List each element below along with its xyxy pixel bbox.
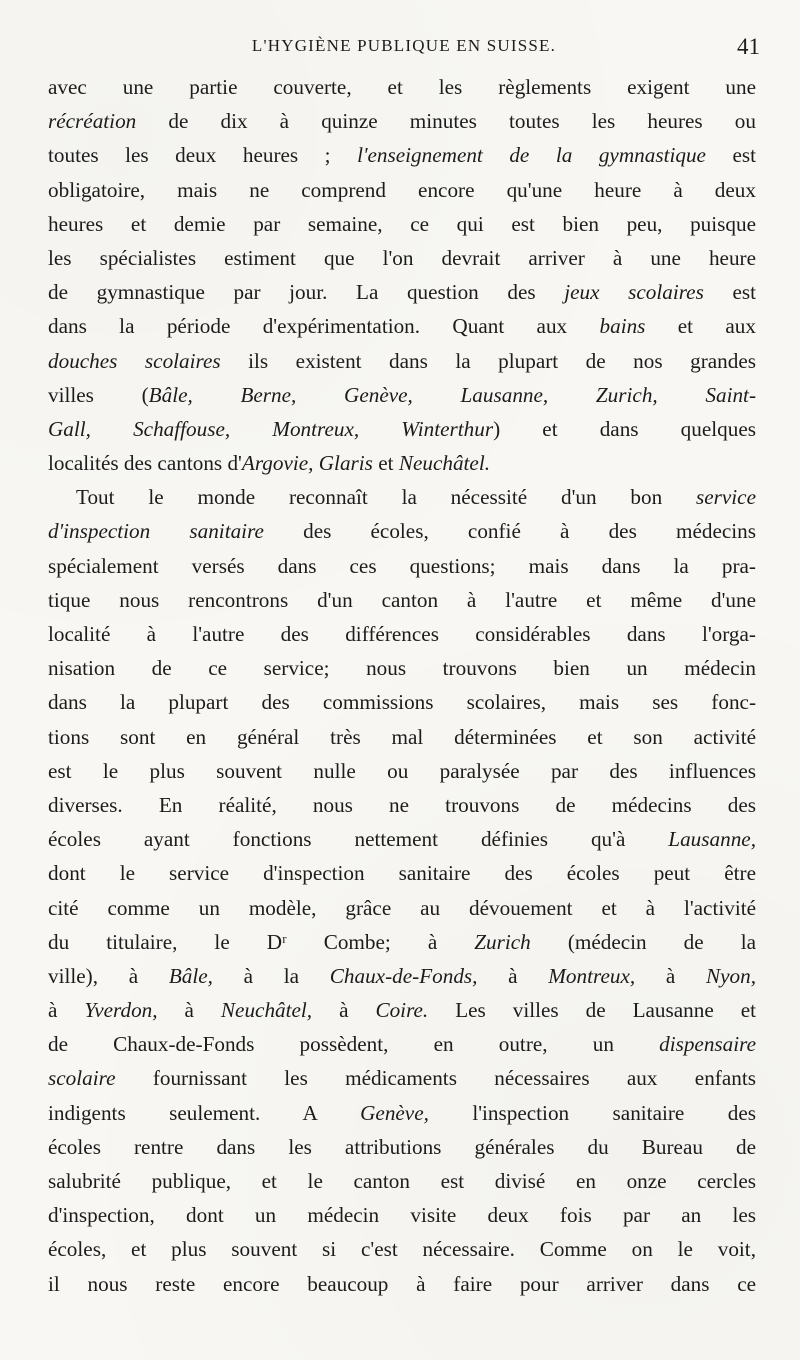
text-run: Les villes de Lausanne et [428, 998, 757, 1023]
text-run: est le plus souvent nulle ou paralysée par des influences [48, 758, 756, 783]
italic-text: scolaire [48, 1066, 116, 1091]
text-run: est [705, 143, 757, 168]
italic-text: récréation [48, 109, 137, 134]
text-line [48, 480, 756, 514]
running-head [48, 34, 760, 62]
text-run: cité comme un modèle, grâce au dévouement et à l'activité [48, 895, 756, 920]
italic-text: Yverdon, [84, 998, 158, 1023]
text-line [48, 1198, 756, 1232]
text-line [48, 1096, 756, 1130]
text-line [48, 788, 756, 822]
italic-text: Lausanne, [668, 827, 756, 852]
text-run: à [477, 963, 549, 988]
text-line [48, 720, 756, 754]
text-run: il nous reste encore beaucoup à faire pour arriver dans ce [48, 1271, 756, 1296]
text-run: d'inspection, dont un médecin visite deux fois par an les [48, 1203, 756, 1228]
text-run: obligatoire, mais ne comprend encore qu'une heure à deux [48, 177, 756, 202]
text-run: localités des cantons d' [48, 451, 242, 476]
italic-text: Nyon, [705, 963, 757, 988]
text-run: localité à l'autre des différences considérables dans l'orga- [48, 622, 756, 646]
text-line [48, 891, 756, 925]
text-line [48, 1061, 756, 1095]
text-run: ville), à [48, 963, 169, 988]
text-run: écoles rentre dans les attributions générales du Bureau de [48, 1134, 756, 1159]
text-run: à la [212, 963, 330, 988]
text-line [48, 344, 756, 378]
text-line [48, 685, 756, 719]
text-line [48, 275, 756, 309]
italic-text: Neuchâtel. [398, 451, 491, 476]
italic-text: d'inspection sanitaire [48, 519, 264, 544]
text-line [48, 378, 756, 412]
text-line [48, 856, 756, 890]
text-run: (médecin de la [530, 929, 756, 954]
text-run: et aux [645, 314, 756, 339]
text-line [48, 617, 756, 651]
text-run: à [157, 998, 221, 1023]
text-run: ils existent dans la plupart de nos grandes [220, 348, 756, 373]
italic-text: Argovie, Glaris [241, 451, 373, 476]
italic-text: Chaux-de-Fonds, [329, 963, 478, 988]
text-line [48, 1232, 756, 1266]
text-run: du titulaire, le Dʳ Combe; à [48, 929, 475, 954]
text-run: tions sont en général très mal déterminées et son activité [48, 724, 756, 749]
text-run: écoles ayant fonctions nettement définies qu'à [48, 827, 669, 852]
text-line [48, 104, 756, 138]
text-line [48, 138, 756, 172]
text-line [48, 446, 756, 480]
italic-text: Montreux, [548, 963, 636, 988]
text-line [48, 1027, 756, 1061]
text-line [48, 583, 756, 617]
text-run: à [635, 963, 706, 988]
italic-text: Genève, [360, 1100, 429, 1125]
text-line [48, 993, 756, 1027]
text-run: de gymnastique par jour. La question des [48, 280, 565, 305]
text-run: dans la période d'expérimentation. Quant aux [48, 314, 600, 339]
text-run: diverses. En réalité, nous ne trouvons de médecins des [48, 792, 756, 817]
text-run: nisation de ce service; nous trouvons bien un médecin [48, 656, 756, 681]
text-run: tique nous rencontrons d'un canton à l'autre et même d'une [48, 587, 756, 612]
italic-text: dispensaire [659, 1032, 756, 1057]
text-run: à [312, 998, 376, 1023]
italic-text: Coire. [375, 998, 429, 1023]
text-line [48, 207, 756, 241]
text-run: villes ( [48, 382, 149, 407]
text-line [48, 822, 756, 856]
text-line [48, 241, 756, 275]
text-run: de dix à quinze minutes toutes les heures ou [136, 109, 756, 134]
italic-text: bains [599, 314, 646, 339]
italic-text: douches scolaires [48, 348, 221, 373]
text-line [48, 651, 756, 685]
text-run: toutes les deux heures ; [48, 143, 358, 168]
text-run: l'inspection sanitaire des [428, 1100, 756, 1125]
italic-text: Bâle, Berne, Genève, Lausanne, Zurich, Saint- [148, 382, 756, 407]
running-title: L'HYGIÈNE PUBLIQUE EN SUISSE. [251, 36, 557, 55]
text-run: à [48, 998, 85, 1023]
text-line [48, 754, 756, 788]
text-run: Tout le monde reconnaît la nécessité d'un bon [76, 485, 696, 510]
page-number: 41 [737, 34, 760, 59]
text-run: ) et dans quelques [493, 416, 756, 441]
text-run: des écoles, confié à des médecins [263, 519, 757, 544]
text-line [48, 925, 756, 959]
italic-text: Neuchâtel, [220, 998, 313, 1023]
text-run: spécialement versés dans ces questions; mais dans la pra- [48, 553, 756, 578]
text-line [48, 1164, 756, 1198]
paragraph [48, 480, 756, 1301]
paragraph [48, 70, 756, 480]
text-line [48, 514, 756, 548]
text-line [48, 1267, 756, 1301]
text-run: et [372, 451, 399, 476]
text-run: avec une partie couverte, et les règlements exigent une [48, 75, 756, 99]
text-line [48, 412, 756, 446]
body-text [48, 70, 756, 1301]
text-run: indigents seulement. A [48, 1100, 361, 1125]
text-run: les spécialistes estiment que l'on devrait arriver à une heure [48, 245, 756, 270]
text-run: fournissant les médicaments nécessaires aux enfants [115, 1066, 756, 1091]
text-run: salubrité publique, et le canton est divisé en onze cercles [48, 1169, 756, 1193]
italic-text: jeux scolaires [564, 280, 704, 305]
text-line [48, 959, 756, 993]
text-run: de Chaux-de-Fonds possèdent, en outre, un [48, 1032, 660, 1057]
italic-text: Gall, Schaffouse, Montreux, Winterthur [48, 416, 494, 441]
text-line [48, 309, 756, 343]
italic-text: l'enseignement de la gymnastique [357, 143, 706, 168]
italic-text: service [696, 485, 756, 510]
text-line [48, 549, 756, 583]
italic-text: Zurich [474, 929, 531, 954]
text-line [48, 70, 756, 104]
text-run: heures et demie par semaine, ce qui est bien peu, puisque [48, 211, 756, 236]
text-line [48, 173, 756, 207]
text-line [48, 1130, 756, 1164]
italic-text: Bâle, [168, 963, 213, 988]
text-run: dont le service d'inspection sanitaire des écoles peut être [48, 861, 756, 886]
text-run: dans la plupart des commissions scolaires, mais ses fonc- [48, 690, 756, 715]
text-run: est [703, 280, 756, 305]
text-run: écoles, et plus souvent si c'est nécessaire. Comme on le voit, [48, 1237, 756, 1262]
